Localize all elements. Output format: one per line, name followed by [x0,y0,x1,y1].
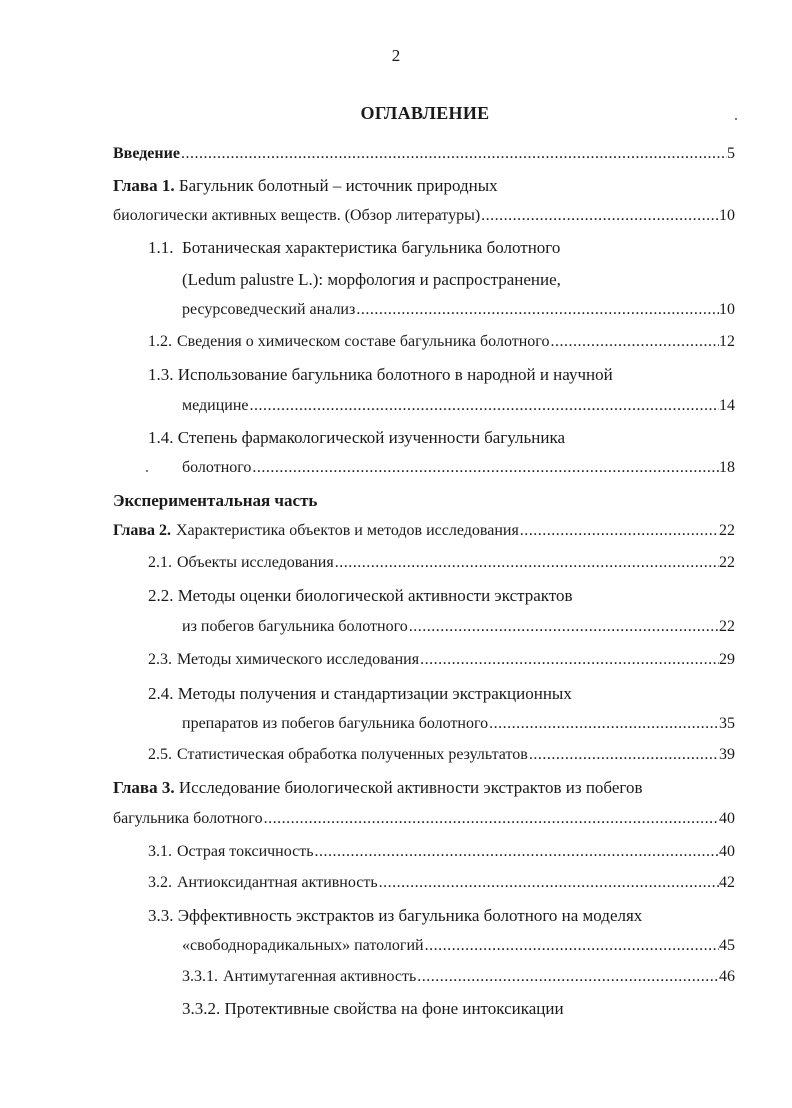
toc-text: препаратов из побегов багульника болотного [182,715,489,732]
dot-leader [314,843,719,861]
stray-mark [735,118,737,120]
dot-leader [424,937,719,955]
toc-entry-1-4-line1[interactable] [148,428,565,448]
toc-num: 1.2. [148,333,172,350]
toc-page: 22 [719,522,735,539]
dot-leader [263,810,719,828]
toc-entry-3-1[interactable] [148,843,735,865]
toc-entry-2-4-line1[interactable] [148,684,572,704]
toc-page: 42 [719,874,735,891]
toc-text: Эффективность экстрактов из багульника болотного на моделях [177,906,643,925]
toc-text: Методы оценки биологической активности экстрактов [177,586,573,605]
toc-entry-ch3-line1[interactable] [113,778,642,798]
toc-text: Характеристика объектов и методов исследования [176,522,519,539]
dot-leader [480,207,719,225]
toc-page: 10 [719,301,735,318]
toc-text: Методы получения и стандартизации экстракционных [177,684,572,703]
toc-num: 2.5. [148,746,172,763]
toc-label: Экспериментальная часть [113,491,318,510]
toc-page: 40 [719,810,735,827]
toc-text: Острая токсичность [177,843,314,860]
toc-text: (Ledum palustre L.): морфология и распространение, [182,270,561,289]
dot-leader [408,618,719,636]
toc-entry-1-3-line1[interactable] [148,365,613,385]
toc-num: 3.3. [148,906,174,925]
toc-entry-intro[interactable] [113,145,735,167]
toc-text: Ботаническая характеристика багульника болотного [182,238,561,257]
toc-text: болотного [182,459,252,476]
toc-page: 22 [719,554,735,571]
toc-page: 46 [719,968,735,985]
dot-leader [355,301,719,319]
toc-page: 14 [719,397,735,414]
toc-label: Глава 1. [113,176,175,195]
toc-text: багульника болотного [113,810,263,827]
toc-entry-2-2[interactable] [182,618,735,640]
toc-num: 1.1. [148,238,174,257]
dot-leader [249,397,719,415]
toc-entry-1-1-line2[interactable] [182,270,561,290]
toc-entry-1-2[interactable] [148,333,735,355]
toc-entry-2-3[interactable] [148,651,735,673]
toc-text: из побегов багульника болотного [182,618,408,635]
toc-entry-2-1[interactable] [148,554,735,576]
toc-text: Статистическая обработка полученных результатов [177,746,528,763]
toc-entry-ch3[interactable] [113,810,735,832]
toc-num: 3.3.1. [182,968,218,985]
dot-leader [378,874,719,892]
toc-entry-3-2[interactable] [148,874,735,896]
toc-page: 35 [719,715,735,732]
toc-num: 2.3. [148,651,172,668]
toc-text: Объекты исследования [177,554,334,571]
dot-leader [180,145,727,163]
dot-leader [416,968,719,986]
toc-num: 2.4. [148,684,174,703]
toc-text: Методы химического исследования [177,651,420,668]
toc-text: Исследование биологической активности экстрактов из побегов [178,778,643,797]
toc-page: 10 [719,207,735,224]
dot-leader [549,333,719,351]
toc-entry-1-1[interactable] [182,301,735,323]
page-title: ОГЛАВЛЕНИЕ [360,103,490,123]
toc-text: Антимутагенная активность [223,968,417,985]
toc-num: 2.2. [148,586,174,605]
toc-page: 22 [719,618,735,635]
toc-num: 3.2. [148,874,172,891]
toc-num: 1.3. [148,365,174,384]
toc-entry-2-2-line1[interactable] [148,586,573,606]
toc-text: Багульник болотный – источник природных [178,176,498,195]
toc-page: 39 [719,746,735,763]
toc-text: биологически активных веществ. (Обзор литературы) [113,207,481,224]
toc-entry-3-3-1[interactable] [182,968,735,990]
toc-label: Введение [113,145,180,162]
toc-entry-2-4[interactable] [182,715,735,737]
toc-page: 5 [727,145,735,162]
toc-num: 3.1. [148,843,172,860]
toc-entry-ch2[interactable] [113,522,735,544]
toc-section-experimental[interactable] [113,491,317,511]
toc-entry-3-3-2[interactable] [182,999,564,1019]
toc-page: 29 [719,651,735,668]
stray-mark [146,470,148,472]
toc-entry-2-5[interactable] [148,746,735,768]
toc-entry-ch1-line1[interactable] [113,176,498,196]
dot-leader [519,522,719,540]
toc-page: 18 [719,459,735,476]
toc-page: 12 [719,333,735,350]
toc-num: 1.4. [148,428,174,447]
toc-entry-1-3[interactable] [182,397,735,419]
dot-leader [488,715,719,733]
dot-leader [528,746,719,764]
toc-text: медицине [182,397,249,414]
toc-entry-ch1[interactable] [113,207,735,229]
toc-label: Глава 3. [113,778,175,797]
toc-text: Сведения о химическом составе багульника болотного [177,333,550,350]
toc-text: Использование багульника болотного в народной и научной [177,365,613,384]
toc-text: ресурсоведческий анализ [182,301,356,318]
toc-page: 45 [719,937,735,954]
toc-num: 3.3.2. [182,999,221,1018]
toc-entry-3-3[interactable] [182,937,735,959]
toc-page: 40 [719,843,735,860]
dot-leader [251,459,719,477]
toc-entry-3-3-line1[interactable] [148,906,642,926]
page-number: 2 [391,46,401,65]
dot-leader [334,554,719,572]
toc-entry-1-1-line1[interactable] [148,238,560,258]
toc-num: 2.1. [148,554,172,571]
toc-label: Глава 2. [113,522,171,539]
toc-entry-1-4[interactable] [182,459,735,481]
toc-text: «свободнорадикальных» патологий [182,937,424,954]
toc-text: Протективные свойства на фоне интоксикации [224,999,564,1018]
dot-leader [419,651,719,669]
toc-text: Степень фармакологической изученности багульника [177,428,565,447]
toc-text: Антиоксидантная активность [177,874,378,891]
